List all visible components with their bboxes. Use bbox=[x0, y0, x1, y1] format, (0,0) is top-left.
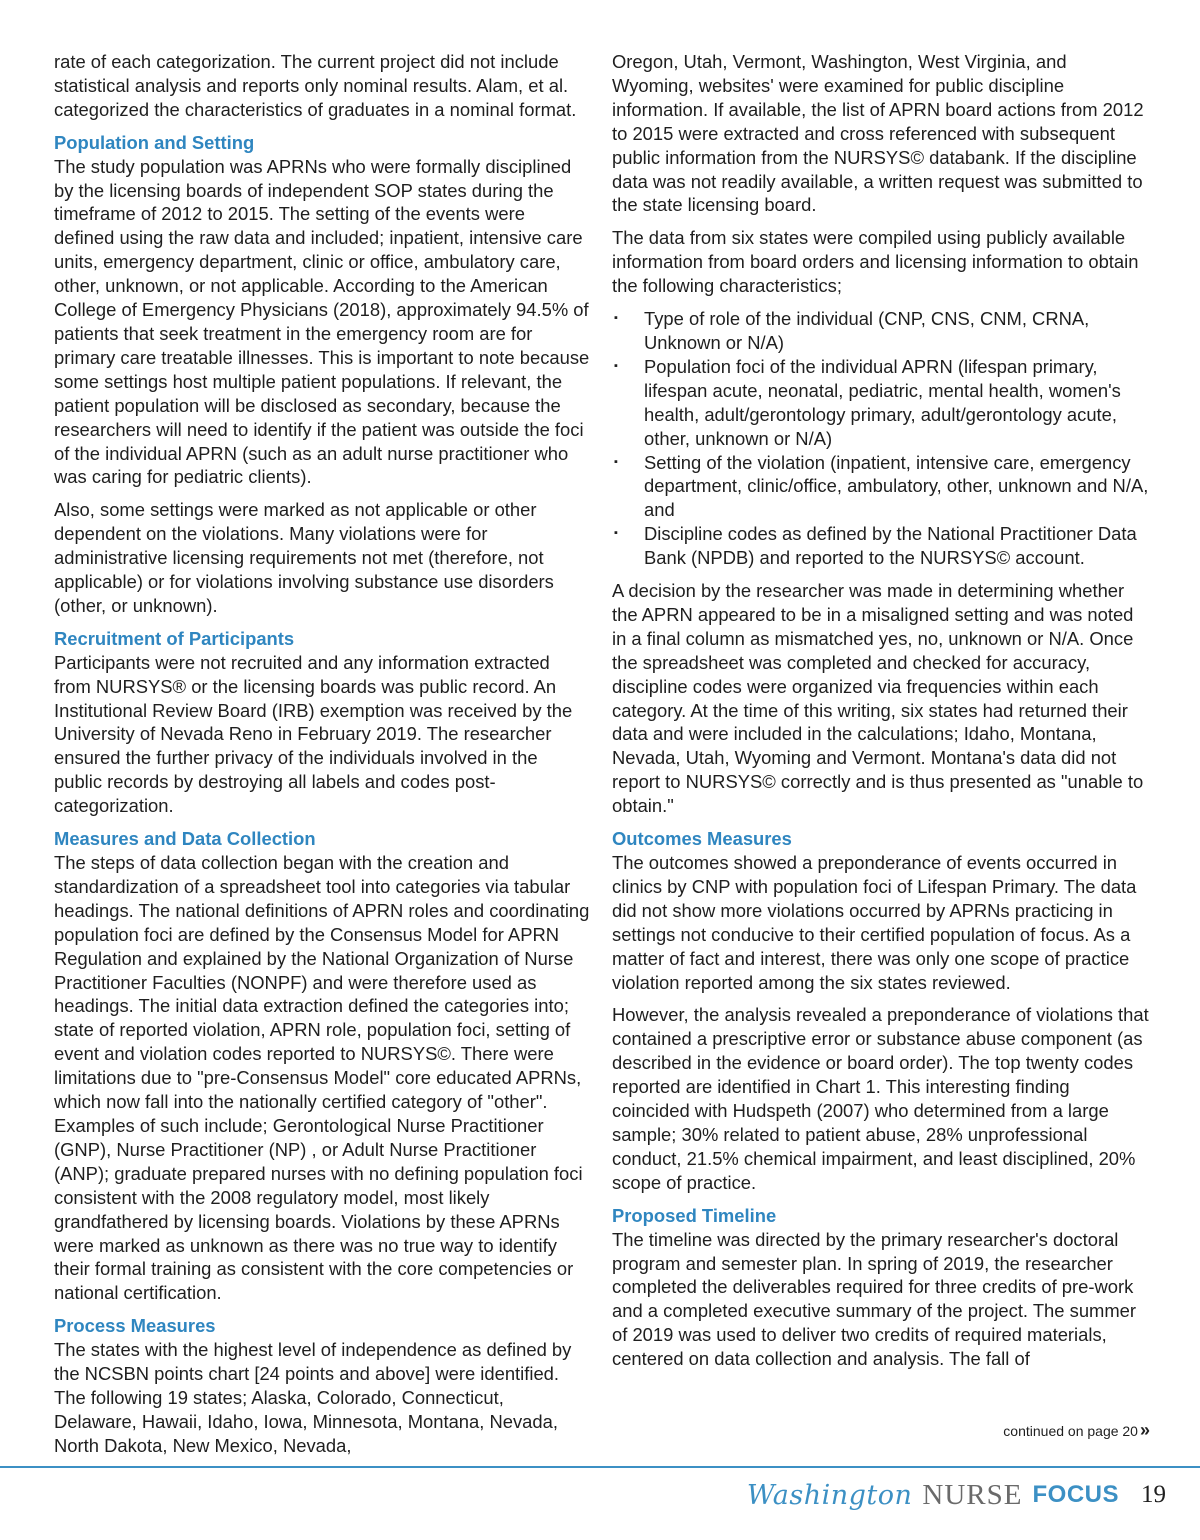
chevron-right-icon: » bbox=[1139, 1420, 1150, 1440]
heading-proposed-timeline: Proposed Timeline bbox=[612, 1204, 777, 1226]
list-item: ▪ Discipline codes as defined by the National Practitioner Data Bank (NPDB) and reported to the NURSYS© account. bbox=[612, 522, 1152, 570]
paragraph-decision: A decision by the researcher was made in determining whether the APRN appeared to be in a misaligned setting and was noted in a final column as mismatched yes, no, unknown or N/A. Once the spreadsheet was completed and checked for accuracy, discipline codes were organized via frequencies within each category. At the time of this writing, six states had returned their data and were included in the calculations; Idaho, Montana, Nevada, Utah, Wyoming and Vermont. Montana's data did not report to NURSYS© correctly and is thus presented as "unable to obtain." bbox=[612, 580, 1144, 817]
paragraph-outcomes-2: However, the analysis revealed a preponderance of violations that contained a prescriptive error or substance abuse component (as described in the evidence or board order). The top twenty codes reported are identified in Chart 1. This interesting finding coincided with Hudspeth (2007) who determined from a large sample; 30% related to patient abuse, 28% unprofessional conduct, 21.5% chemical impairment, and least disciplined, 20% scope of practice. bbox=[612, 1004, 1149, 1193]
paragraph-population-2: Also, some settings were marked as not applicable or other dependent on the violations. Many violations were for administrative licensing requirements not met (therefore, not applicable) or for violations involving substance use disorders (other, or unknown). bbox=[54, 499, 554, 616]
continued-note bbox=[940, 1420, 1150, 1441]
footer-logo bbox=[747, 1470, 1166, 1520]
logo-nurse: NURSE bbox=[922, 1478, 1023, 1511]
logo-washington: Washington bbox=[746, 1479, 913, 1511]
paragraph-intro: rate of each categorization. The current project did not include statistical analysis and reports only nominal results. Alam, et al. categorized the characteristics of graduates in a nominal format. bbox=[54, 51, 577, 120]
characteristics-list bbox=[612, 307, 1152, 570]
paragraph-population-1: The study population was APRNs who were formally disciplined by the licensing boards of independent SOP states during the timeframe of 2012 to 2015. The setting of the events were defined using the raw data and included; inpatient, intensive care units, emergency department, clinic or office, ambulatory care, other, unknown, or not applicable. According to the American College of Emergency Physicians (2018), approximately 94.5% of patients that seek treatment in the emergency room are for primary care treatable illnesses. This is important to note because some settings host multiple patient populations. If relevant, the patient population will be disclosed as secondary, because the researchers will need to identify if the patient was outside the foci of the individual APRN (such as an adult nurse practitioner who was caring for pediatric clients). bbox=[54, 155, 590, 488]
right-column bbox=[612, 50, 1152, 1380]
heading-measures: Measures and Data Collection bbox=[54, 828, 316, 850]
left-column bbox=[54, 50, 590, 1467]
paragraph-process: The states with the highest level of independence as defined by the NCSBN points chart [24 points and above] were identified. The following 19 states; Alaska, Colorado, Connecticut, Delaware, Hawaii, Idaho, Iowa, Minnesota, Montana, Nevada, North Dakota, New Mexico, Nevada, bbox=[54, 1339, 572, 1456]
list-item: ▪ Population foci of the individual APRN (lifespan primary, lifespan acute, neonatal, pediatric, mental health, women's health, adult/gerontology primary, adult/gerontology acute, other, unknown or N/A) bbox=[612, 355, 1152, 451]
heading-population-and-setting: Population and Setting bbox=[54, 131, 255, 153]
paragraph-outcomes-1: The outcomes showed a preponderance of events occurred in clinics by CNP with population foci of Lifespan Primary. The data did not show more violations occurred by APRNs practicing in settings not conducive to their certified population of focus. As a matter of fact and interest, there was only one scope of practice violation reported among the six states reviewed. bbox=[612, 852, 1137, 993]
page-number: 19 bbox=[1141, 1481, 1166, 1508]
continued-text: continued on page 20 bbox=[1003, 1423, 1138, 1439]
logo-focus: FOCUS bbox=[1032, 1481, 1119, 1508]
heading-recruitment: Recruitment of Participants bbox=[54, 627, 295, 649]
paragraph-measures: The steps of data collection began with the creation and standardization of a spreadsheet tool into categories via tabular headings. The national definitions of APRN roles and coordinating population foci are defined by the Consensus Model for APRN Regulation and explained by the National Organization of Nurse Practitioner Faculties (NONPF) and were therefore used as headings. The initial data extraction defined the categories into; state of reported violation, APRN role, population foci, setting of event and violation codes reported to NURSYS©. There were limitations due to "pre-Consensus Model" core educated APRNs, which now fall into the nationally certified category of "other". Examples of such include; Gerontological Nurse Practitioner (GNP), Nurse Practitioner (NP) , or Adult Nurse Practitioner (ANP); graduate prepared nurses with no defining population foci consistent with the 2008 regulatory model, most likely grandfathered by licensing boards. Violations by these APRNs were marked as unknown as there was no true way to identify their formal training as consistent with the core competencies or national certification. bbox=[54, 852, 590, 1304]
paragraph-compiled: The data from six states were compiled using publicly available information from board orders and licensing information to obtain the following characteristics; bbox=[612, 227, 1139, 297]
heading-outcomes-measures: Outcomes Measures bbox=[612, 828, 792, 850]
list-item: ▪ Type of role of the individual (CNP, CNS, CNM, CRNA, Unknown or N/A) bbox=[612, 307, 1152, 355]
footer-divider bbox=[0, 1466, 1200, 1468]
list-item: ▪ Setting of the violation (inpatient, intensive care, emergency department, clinic/office, ambulatory, other, unknown and N/A, and bbox=[612, 451, 1152, 523]
paragraph-states: Oregon, Utah, Vermont, Washington, West Virginia, and Wyoming, websites' were examined for public discipline information. If available, the list of APRN board actions from 2012 to 2015 were extracted and cross referenced with subsequent public information from the NURSYS© databank. If the discipline data was not readily available, a written request was submitted to the state licensing board. bbox=[612, 51, 1144, 216]
paragraph-recruitment: Participants were not recruited and any information extracted from NURSYS® or the licensing boards was public record. An Institutional Review Board (IRB) exemption was received by the University of Nevada Reno in February 2019. The researcher ensured the further privacy of the individuals involved in the public records by destroying all labels and codes post-categorization. bbox=[54, 651, 573, 817]
heading-process-measures: Process Measures bbox=[54, 1315, 216, 1337]
paragraph-timeline: The timeline was directed by the primary researcher's doctoral program and semester plan. In spring of 2019, the researcher completed the deliverables required for three credits of pre-work and a completed executive summary of the project. The summer of 2019 was used to deliver two credits of required materials, centered on data collection and analysis. The fall of bbox=[612, 1228, 1137, 1370]
